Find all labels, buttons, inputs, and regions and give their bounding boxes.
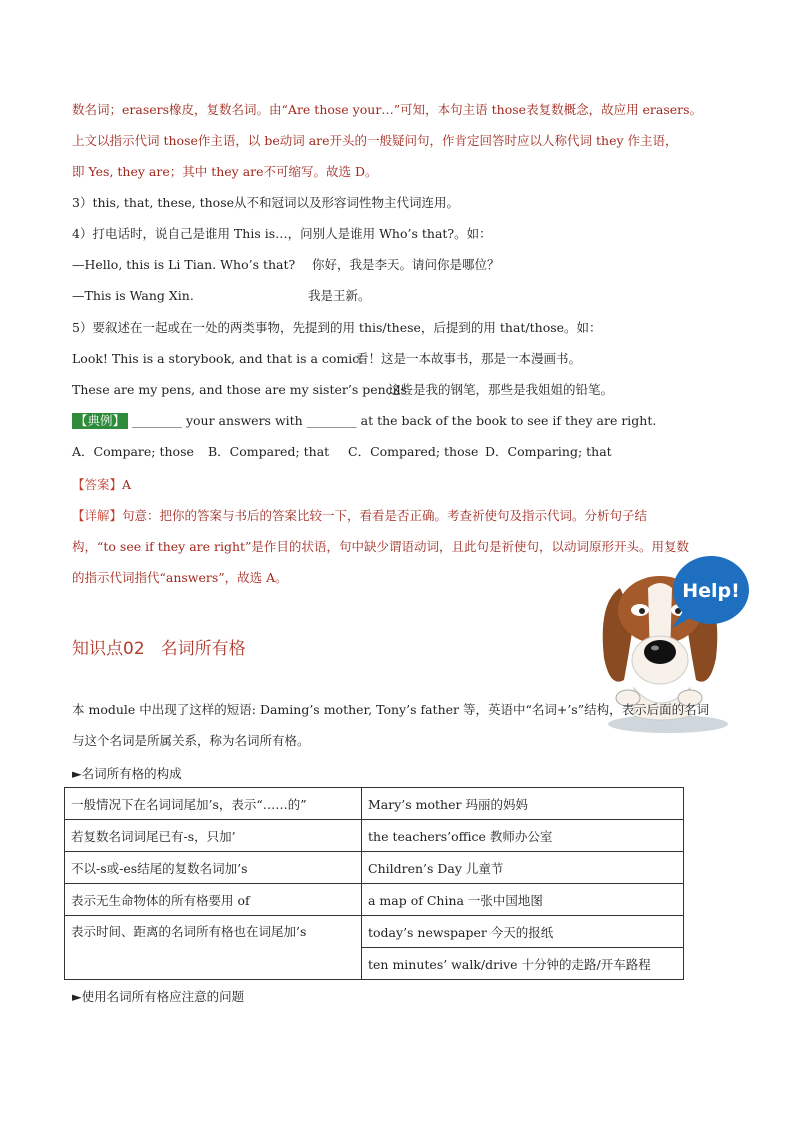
answer-line (72, 476, 131, 494)
example-question-line (72, 412, 656, 430)
table-row (65, 788, 684, 820)
detail-label: 【详解】 (72, 508, 123, 523)
answer-label: 【答案】 (72, 477, 123, 492)
detail-line-1 (72, 507, 647, 525)
answer-value: A (122, 477, 132, 492)
dialog-en: —Hello, this is Li Tian. Who’s that? (72, 257, 296, 272)
table-cell: the teachers’office 教师办公室 (362, 820, 684, 852)
intro-line-1: 本 module 中出现了这样的短语: Daming’s mother, Tony’s father 等，英语中“名词+’s”结构，表示后面的名词 (72, 702, 710, 717)
point-3: 3）this, that, these, those从不和冠词以及形容词性物主代词连用。 (72, 195, 460, 210)
dialog-en: —This is Wang Xin. (72, 288, 194, 303)
example-question: ________ your answers with ________ at the back of the book to see if they are right. (132, 413, 657, 428)
detail-text: 句意：把你的答案与书后的答案比较一下，看看是否正确。考查祈使句及指示代词。分析句子结 (122, 508, 648, 523)
table-cell: ten minutes’ walk/drive 十分钟的走路/开车路程 (362, 948, 684, 980)
table-row (65, 916, 684, 948)
table-cell: 一般情况下在名词词尾加’s，表示“……的” (65, 788, 362, 820)
table-row (65, 884, 684, 916)
table-cell: 表示时间、距离的名词所有格也在词尾加’s (65, 916, 362, 980)
paragraph-line: 数名词；erasers橡皮，复数名词。由“Are those your…”可知，本句主语 those表复数概念，故应用 erasers。 (72, 102, 703, 117)
table-cell: a map of China 一张中国地图 (362, 884, 684, 916)
example-line-2 (72, 381, 614, 399)
example-zh: 这些是我的钢笔，那些是我姐姐的铅笔。 (388, 382, 614, 397)
dog-nose-shine (651, 646, 659, 651)
help-bubble-text: Help! (682, 580, 740, 602)
point-4: 4）打电话时，说自己是谁用 This is…，问别人是谁用 Who’s that?。如： (72, 226, 492, 241)
table-cell: 不以-s或-es结尾的复数名词加’s (65, 852, 362, 884)
paragraph-line: 即 Yes, they are；其中 they are不可缩写。故选 D。 (72, 164, 378, 179)
table-cell: 若复数名词词尾已有-s，只加’ (65, 820, 362, 852)
section-number: 知识点02 (72, 639, 145, 659)
table-row (65, 852, 684, 884)
dialog-line-1 (72, 256, 500, 274)
detail-line-2: 构，“to see if they are right”是作目的状语，句中缺少谓语动词，且此句是祈使句，以动词原形开头。用复数 (72, 539, 689, 554)
example-en: These are my pens, and those are my sister’s pencils. (72, 382, 412, 397)
detail-line-3: 的指示代词指代“answers”，故选 A。 (72, 570, 288, 585)
example-en: Look! This is a storybook, and that is a comic. (72, 351, 364, 366)
table-cell: today’s newspaper 今天的报纸 (362, 916, 684, 948)
option-d: D．Comparing; that (485, 444, 612, 459)
table-cell: Mary’s mother 玛丽的妈妈 (362, 788, 684, 820)
example-line-1 (72, 350, 582, 368)
bullet-notes: ►使用名词所有格应注意的问题 (72, 989, 245, 1004)
bullet-composition: ►名词所有格的构成 (72, 766, 182, 781)
option-b: B．Compared; that (208, 444, 330, 459)
dialog-zh: 你好，我是李天。请问你是哪位？ (312, 257, 500, 272)
point-5: 5）要叙述在一起或在一处的两类事物，先提到的用 this/these，后提到的用 that/those。如： (72, 320, 602, 335)
possessive-table (64, 787, 684, 980)
example-zh: 看！这是一本故事书，那是一本漫画书。 (356, 351, 582, 366)
options-line (72, 443, 612, 461)
dog-left-pupil (639, 608, 645, 614)
paragraph-line: 上文以指示代词 those作主语，以 be动词 are开头的一般疑问句，作肯定回答时应以人称代词 they 作主语， (72, 133, 678, 148)
table-cell: Children’s Day 儿童节 (362, 852, 684, 884)
option-a: A．Compare; those (72, 444, 194, 459)
option-c: C．Compared; those (348, 444, 479, 459)
table-row (65, 820, 684, 852)
dog-nose (644, 640, 676, 664)
intro-line-2: 与这个名词是所属关系，称为名词所有格。 (72, 733, 310, 748)
dialog-zh: 我是王新。 (308, 288, 371, 303)
section-heading (72, 634, 262, 659)
section-title: 名词所有格 (160, 639, 246, 659)
dialog-line-2 (72, 287, 371, 305)
example-tag: 【典例】 (72, 413, 128, 429)
table-cell: 表示无生命物体的所有格要用 of (65, 884, 362, 916)
